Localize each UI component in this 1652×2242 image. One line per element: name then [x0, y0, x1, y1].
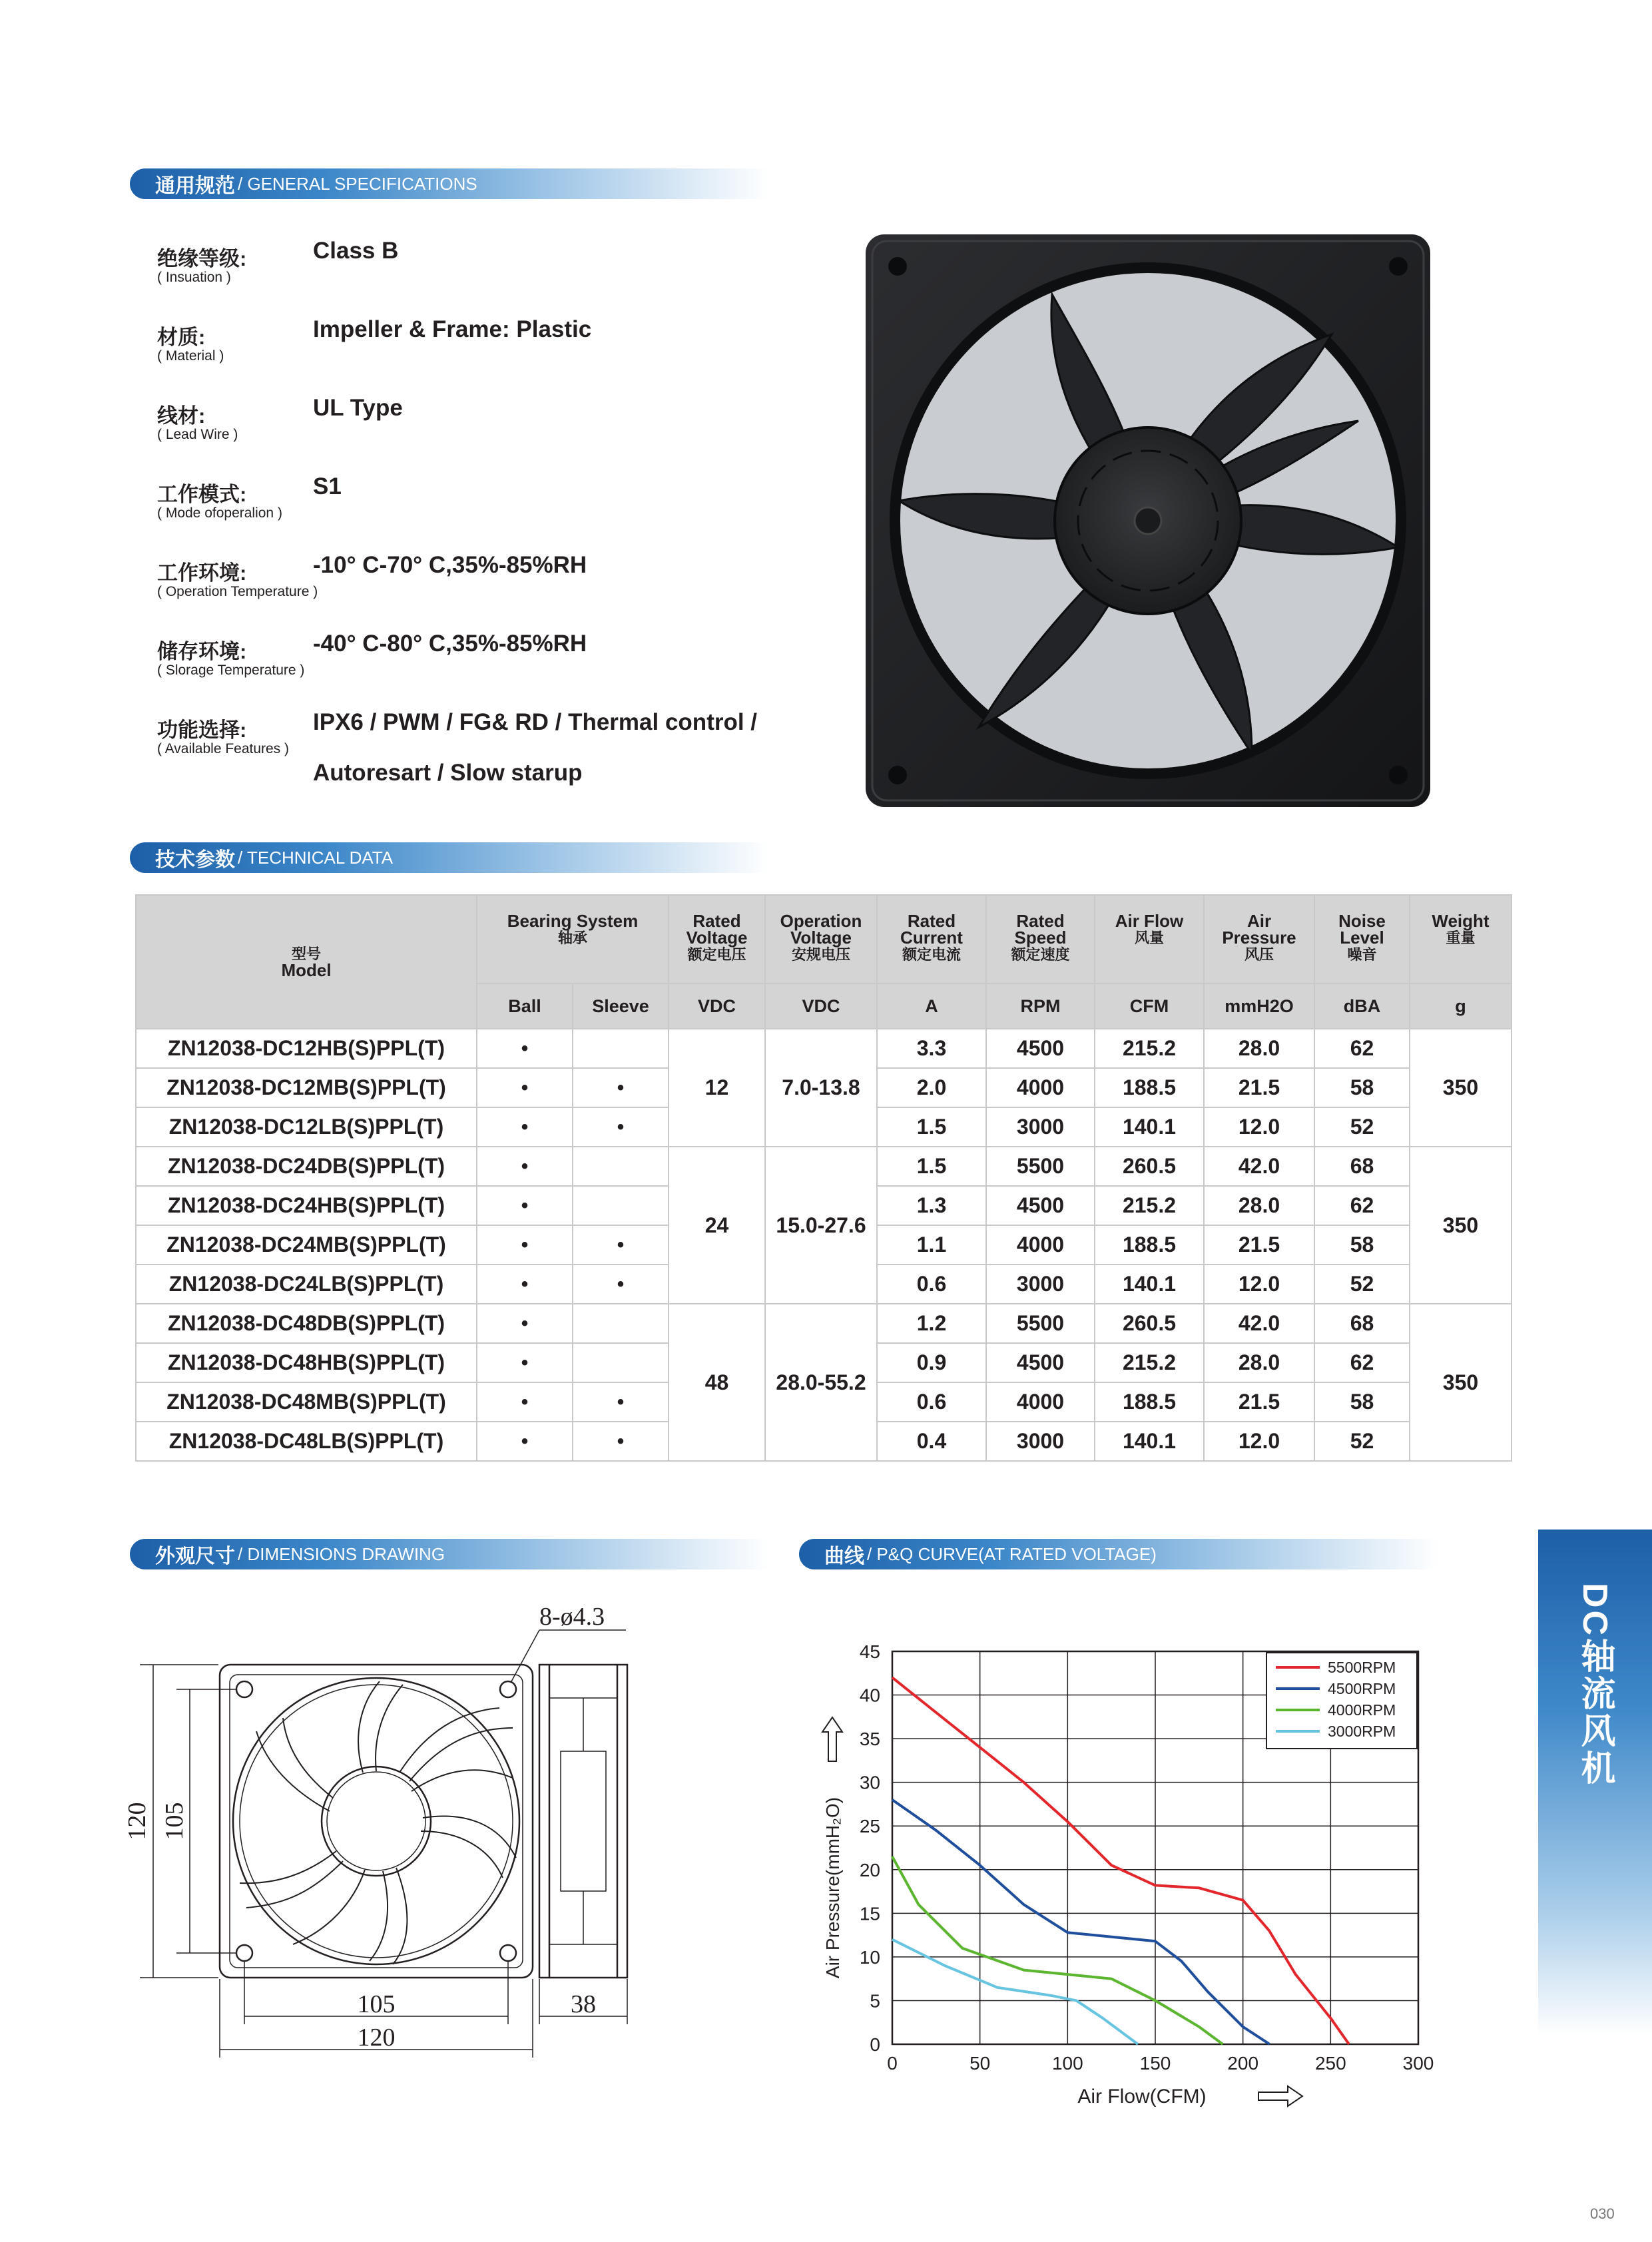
ball-cell: • — [477, 1186, 573, 1225]
rated-voltage-cell: 48 — [669, 1304, 765, 1461]
spec-value: Impeller & Frame: Plastic — [313, 316, 592, 342]
model-cell: ZN12038-DC48DB(S)PPL(T) — [136, 1304, 477, 1343]
front-view-frame — [220, 1665, 533, 1978]
noise-cell: 58 — [1314, 1068, 1410, 1107]
header-text: Air Flow — [1115, 911, 1184, 931]
x-axis-label: Air Flow(CFM) — [1077, 2086, 1207, 2107]
spec-label-zh: 绝缘等级: — [157, 247, 247, 270]
pressure-cell: 42.0 — [1204, 1147, 1314, 1186]
spec-value: Class B — [313, 238, 399, 264]
ball-cell: • — [477, 1225, 573, 1264]
speed-cell: 5500 — [986, 1147, 1095, 1186]
spec-label-en: ( Operation Temperature ) — [157, 584, 318, 599]
header-text: Level — [1340, 928, 1384, 948]
sleeve-cell: • — [573, 1382, 669, 1422]
operation-voltage-cell: 28.0-55.2 — [765, 1304, 877, 1461]
table-header-row — [136, 895, 1512, 983]
airflow-cell: 140.1 — [1095, 1264, 1204, 1304]
header-bearing-en: Bearing System — [507, 911, 639, 931]
dim-overall-width: 120 — [357, 2024, 396, 2052]
dimensions-heading — [130, 1539, 769, 1569]
sleeve-cell — [573, 1029, 669, 1068]
fan-product-image — [866, 234, 1430, 807]
sleeve-cell — [573, 1304, 669, 1343]
technical-data-table — [135, 894, 1512, 1462]
model-cell: ZN12038-DC48LB(S)PPL(T) — [136, 1422, 477, 1461]
model-cell: ZN12038-DC12HB(S)PPL(T) — [136, 1029, 477, 1068]
model-cell: ZN12038-DC24MB(S)PPL(T) — [136, 1225, 477, 1264]
pq-curve-chart — [799, 1611, 1465, 2107]
unit-rated-voltage: VDC — [669, 983, 765, 1029]
header-text-zh: 额定电压 — [687, 946, 746, 963]
spec-value: -40° C-80° C,35%-85%RH — [313, 631, 587, 657]
header-text-zh: 安规电压 — [791, 946, 850, 963]
spec-label-zh: 储存环境: — [157, 640, 247, 663]
unit-operation-voltage: VDC — [765, 983, 877, 1029]
legend-label: 5500RPM — [1328, 1659, 1396, 1676]
y-tick-label: 5 — [870, 1990, 880, 2012]
header-text-zh: 风量 — [1134, 930, 1164, 946]
arrow-shape — [1258, 2086, 1302, 2106]
spec-label-en: ( Lead Wire ) — [157, 427, 238, 442]
current-cell: 0.4 — [877, 1422, 986, 1461]
header-air-pressure — [1204, 895, 1314, 983]
speed-cell: 4500 — [986, 1186, 1095, 1225]
header-text: Current — [900, 928, 963, 948]
front-view-hub — [322, 1767, 431, 1876]
spec-value: UL Type — [313, 395, 403, 421]
legend-label: 3000RPM — [1328, 1723, 1396, 1740]
side-category-tab — [1538, 1530, 1652, 2036]
header-bearing — [477, 895, 669, 983]
y-tick-label: 25 — [859, 1816, 880, 1837]
x-tick-label: 250 — [1314, 2053, 1346, 2074]
spec-label-zh: 线材: — [157, 404, 206, 427]
current-cell: 1.5 — [877, 1107, 986, 1147]
operation-voltage-cell: 7.0-13.8 — [765, 1029, 877, 1147]
dim-depth: 38 — [571, 1990, 596, 2018]
airflow-cell: 215.2 — [1095, 1343, 1204, 1382]
noise-cell: 58 — [1314, 1225, 1410, 1264]
spec-label-zh: 材质: — [157, 326, 206, 349]
header-weight — [1410, 895, 1512, 983]
table-row — [136, 1147, 1512, 1186]
dim-hole-height: 105 — [160, 1802, 188, 1840]
dim-overall-height: 120 — [123, 1802, 151, 1840]
sleeve-cell: • — [573, 1107, 669, 1147]
pressure-cell: 21.5 — [1204, 1382, 1314, 1422]
speed-cell: 4000 — [986, 1068, 1095, 1107]
y-axis-label: Air Pressure(mmH₂O) — [822, 1797, 843, 1979]
speed-cell: 4000 — [986, 1225, 1095, 1264]
current-cell: 1.2 — [877, 1304, 986, 1343]
airflow-cell: 260.5 — [1095, 1147, 1204, 1186]
x-tick-label: 100 — [1051, 2053, 1083, 2074]
x-tick-label: 300 — [1402, 2053, 1434, 2074]
header-model-en: Model — [281, 960, 332, 980]
header-rated-voltage — [669, 895, 765, 983]
noise-cell: 52 — [1314, 1422, 1410, 1461]
unit-weight: g — [1410, 983, 1512, 1029]
spec-value: IPX6 / PWM / FG& RD / Thermal control / — [313, 709, 758, 735]
header-text: Weight — [1432, 911, 1490, 931]
series-line-3000RPM — [892, 1940, 1138, 2044]
rated-voltage-cell: 24 — [669, 1147, 765, 1304]
dimensions-drawing — [113, 1598, 699, 2078]
sleeve-cell — [573, 1343, 669, 1382]
unit-noise: dBA — [1314, 983, 1410, 1029]
unit-speed: RPM — [986, 983, 1095, 1029]
sleeve-cell — [573, 1147, 669, 1186]
dim-hole-width: 105 — [357, 1990, 396, 2018]
ball-cell: • — [477, 1029, 573, 1068]
airflow-cell: 188.5 — [1095, 1068, 1204, 1107]
speed-cell: 3000 — [986, 1107, 1095, 1147]
sleeve-cell: • — [573, 1225, 669, 1264]
unit-sleeve: Sleeve — [573, 983, 669, 1029]
ball-cell: • — [477, 1147, 573, 1186]
header-text: Rated — [1016, 911, 1065, 931]
airflow-cell: 215.2 — [1095, 1029, 1204, 1068]
technical-data-heading-zh: 技术参数 — [155, 849, 235, 871]
x-tick-label: 0 — [887, 2053, 898, 2074]
pressure-cell: 28.0 — [1204, 1186, 1314, 1225]
sleeve-cell: • — [573, 1422, 669, 1461]
header-model — [136, 895, 477, 1029]
model-cell: ZN12038-DC24DB(S)PPL(T) — [136, 1147, 477, 1186]
table-row — [136, 1029, 1512, 1068]
header-model-zh: 型号 — [291, 945, 321, 962]
technical-data-heading — [130, 842, 769, 873]
arrow-right-icon — [1258, 2086, 1302, 2106]
curve-heading-en: / P&Q CURVE(AT RATED VOLTAGE) — [867, 1543, 1157, 1564]
noise-cell: 52 — [1314, 1264, 1410, 1304]
ball-cell: • — [477, 1107, 573, 1147]
unit-current: A — [877, 983, 986, 1029]
pressure-cell: 28.0 — [1204, 1343, 1314, 1382]
model-cell: ZN12038-DC48HB(S)PPL(T) — [136, 1343, 477, 1382]
header-text-zh: 额定电流 — [902, 946, 961, 963]
speed-cell: 3000 — [986, 1264, 1095, 1304]
y-tick-label: 35 — [859, 1729, 880, 1750]
airflow-cell: 260.5 — [1095, 1304, 1204, 1343]
y-tick-label: 40 — [859, 1685, 880, 1706]
noise-cell: 52 — [1314, 1107, 1410, 1147]
header-text-zh: 噪音 — [1347, 946, 1377, 963]
general-spec-heading — [130, 168, 769, 199]
unit-ball: Ball — [477, 983, 573, 1029]
y-tick-label: 0 — [870, 2034, 880, 2055]
spec-value: S1 — [313, 473, 342, 499]
weight-cell: 350 — [1410, 1029, 1512, 1147]
header-text: Noise — [1338, 911, 1386, 931]
curve-heading — [799, 1539, 1438, 1569]
page-number: 030 — [1590, 2205, 1615, 2222]
speed-cell: 4000 — [986, 1382, 1095, 1422]
model-cell: ZN12038-DC12MB(S)PPL(T) — [136, 1068, 477, 1107]
operation-voltage-cell: 15.0-27.6 — [765, 1147, 877, 1304]
noise-cell: 58 — [1314, 1382, 1410, 1422]
airflow-cell: 188.5 — [1095, 1382, 1204, 1422]
y-tick-label: 45 — [859, 1641, 880, 1662]
spec-label-en: ( Slorage Temperature ) — [157, 663, 305, 678]
current-cell: 1.1 — [877, 1225, 986, 1264]
general-spec-heading-zh: 通用规范 — [155, 175, 235, 197]
header-rated-current — [877, 895, 986, 983]
header-text: Speed — [1014, 928, 1067, 948]
header-text: Rated — [692, 911, 741, 931]
side-tab-label: DC轴流风机 — [1575, 1583, 1614, 1788]
speed-cell: 3000 — [986, 1422, 1095, 1461]
header-text-zh: 风压 — [1244, 946, 1274, 963]
header-text: Rated — [907, 911, 956, 931]
rated-voltage-cell: 12 — [669, 1029, 765, 1147]
header-noise-level — [1314, 895, 1410, 983]
model-cell: ZN12038-DC48MB(S)PPL(T) — [136, 1382, 477, 1422]
ball-cell: • — [477, 1343, 573, 1382]
weight-cell: 350 — [1410, 1304, 1512, 1461]
arrow-up-icon — [822, 1717, 842, 1761]
speed-cell: 4500 — [986, 1029, 1095, 1068]
general-spec-heading-en: / GENERAL SPECIFICATIONS — [238, 173, 477, 194]
spec-label-zh: 工作环境: — [157, 561, 247, 585]
header-air-flow — [1095, 895, 1204, 983]
pressure-cell: 12.0 — [1204, 1422, 1314, 1461]
header-text: Voltage — [686, 928, 748, 948]
legend-label: 4000RPM — [1328, 1701, 1396, 1719]
pressure-cell: 21.5 — [1204, 1068, 1314, 1107]
x-tick-label: 50 — [969, 2053, 991, 2074]
noise-cell: 68 — [1314, 1304, 1410, 1343]
spec-label-en: ( Available Features ) — [157, 741, 290, 756]
noise-cell: 62 — [1314, 1186, 1410, 1225]
header-operation-voltage — [765, 895, 877, 983]
sleeve-cell — [573, 1186, 669, 1225]
spec-label-en: ( Insuation ) — [157, 270, 231, 285]
noise-cell: 62 — [1314, 1343, 1410, 1382]
dimensions-heading-zh: 外观尺寸 — [155, 1545, 235, 1567]
header-text-zh: 重量 — [1446, 930, 1476, 946]
weight-cell: 350 — [1410, 1147, 1512, 1304]
model-cell: ZN12038-DC24HB(S)PPL(T) — [136, 1186, 477, 1225]
airflow-cell: 140.1 — [1095, 1422, 1204, 1461]
x-tick-label: 150 — [1139, 2053, 1171, 2074]
ball-cell: • — [477, 1264, 573, 1304]
unit-pressure: mmH2O — [1204, 983, 1314, 1029]
sleeve-cell: • — [573, 1068, 669, 1107]
spec-label-zh: 功能选择: — [157, 718, 247, 742]
current-cell: 0.9 — [877, 1343, 986, 1382]
ball-cell: • — [477, 1382, 573, 1422]
spec-label-en: ( Mode ofoperalion ) — [157, 505, 282, 521]
airflow-cell: 215.2 — [1095, 1186, 1204, 1225]
dimensions-heading-en: / DIMENSIONS DRAWING — [238, 1543, 445, 1564]
header-text-zh: 额定速度 — [1011, 946, 1070, 963]
legend-label: 4500RPM — [1328, 1680, 1396, 1697]
current-cell: 1.3 — [877, 1186, 986, 1225]
hole-label: 8-ø4.3 — [539, 1603, 605, 1631]
pressure-cell: 42.0 — [1204, 1304, 1314, 1343]
spec-label-en: ( Material ) — [157, 348, 224, 364]
ball-cell: • — [477, 1068, 573, 1107]
y-tick-label: 30 — [859, 1772, 880, 1793]
header-rated-speed — [986, 895, 1095, 983]
current-cell: 0.6 — [877, 1264, 986, 1304]
airflow-cell: 140.1 — [1095, 1107, 1204, 1147]
pressure-cell: 12.0 — [1204, 1264, 1314, 1304]
airflow-cell: 188.5 — [1095, 1225, 1204, 1264]
header-text: Voltage — [790, 928, 852, 948]
speed-cell: 4500 — [986, 1343, 1095, 1382]
unit-airflow: CFM — [1095, 983, 1204, 1029]
current-cell: 2.0 — [877, 1068, 986, 1107]
header-bearing-zh: 轴承 — [557, 930, 587, 946]
sleeve-cell: • — [573, 1264, 669, 1304]
noise-cell: 62 — [1314, 1029, 1410, 1068]
spec-value: -10° C-70° C,35%-85%RH — [313, 552, 587, 578]
speed-cell: 5500 — [986, 1304, 1095, 1343]
header-text: Air — [1246, 911, 1272, 931]
y-tick-label: 10 — [859, 1946, 880, 1968]
ball-cell: • — [477, 1422, 573, 1461]
spec-value-line2: Autoresart / Slow starup — [313, 760, 583, 786]
ball-cell: • — [477, 1304, 573, 1343]
spec-label-zh: 工作模式: — [157, 483, 247, 506]
series-line-4000RPM — [892, 1856, 1223, 2044]
y-tick-label: 20 — [859, 1859, 880, 1880]
header-text: Pressure — [1222, 928, 1296, 948]
current-cell: 3.3 — [877, 1029, 986, 1068]
pressure-cell: 12.0 — [1204, 1107, 1314, 1147]
x-tick-label: 200 — [1227, 2053, 1259, 2074]
chart-legend — [1266, 1653, 1417, 1749]
table-row — [136, 1304, 1512, 1343]
technical-data-heading-en: / TECHNICAL DATA — [238, 847, 394, 868]
current-cell: 0.6 — [877, 1382, 986, 1422]
model-cell: ZN12038-DC24LB(S)PPL(T) — [136, 1264, 477, 1304]
noise-cell: 68 — [1314, 1147, 1410, 1186]
model-cell: ZN12038-DC12LB(S)PPL(T) — [136, 1107, 477, 1147]
current-cell: 1.5 — [877, 1147, 986, 1186]
pressure-cell: 28.0 — [1204, 1029, 1314, 1068]
curve-heading-zh: 曲线 — [824, 1545, 864, 1567]
arrow-shape — [822, 1717, 842, 1761]
y-tick-label: 15 — [859, 1903, 880, 1924]
header-text: Operation — [780, 911, 862, 931]
pressure-cell: 21.5 — [1204, 1225, 1314, 1264]
